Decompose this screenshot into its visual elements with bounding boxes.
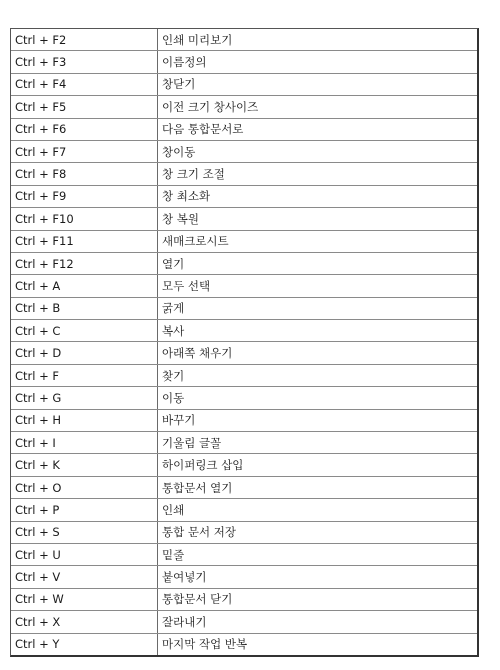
shortcut-key-cell: Ctrl + U <box>11 543 158 565</box>
shortcut-action-cell: 마지막 작업 반복 <box>162 637 248 652</box>
shortcut-action-cell: 밑줄 <box>158 543 478 565</box>
shortcut-row <box>11 409 477 431</box>
shortcut-action-cell: 통합 문서 저장 <box>158 521 478 543</box>
shortcut-action-cell: 창이동 <box>158 140 478 162</box>
shortcut-action-cell: 이전 크기 창사이즈 <box>158 96 478 118</box>
shortcut-action-cell: 창 크기 조절 <box>158 163 478 185</box>
shortcut-row <box>11 499 477 521</box>
shortcut-key-cell: Ctrl + F2 <box>11 29 158 51</box>
shortcut-key-cell: Ctrl + F4 <box>11 73 158 95</box>
shortcut-row <box>11 588 477 610</box>
shortcut-action-cell: 새매크로시트 <box>158 230 478 252</box>
shortcut-key-cell: Ctrl + F11 <box>11 230 158 252</box>
shortcut-action-cell: 붙여넣기 <box>158 566 478 588</box>
shortcut-action-cell: 통합문서 열기 <box>158 476 478 498</box>
shortcut-key-cell: Ctrl + F6 <box>11 118 158 140</box>
shortcut-action-cell: 복사 <box>158 320 478 342</box>
shortcut-row <box>11 521 477 543</box>
shortcut-action-cell: 창닫기 <box>158 73 478 95</box>
shortcut-row <box>11 543 477 565</box>
shortcut-row <box>11 476 477 498</box>
shortcut-key-cell: Ctrl + X <box>11 611 158 633</box>
shortcut-key-cell: Ctrl + B <box>11 297 158 319</box>
shortcut-table-body <box>11 29 477 655</box>
shortcut-row <box>11 364 477 386</box>
shortcut-action-cell: 찾기 <box>158 364 478 386</box>
shortcut-key-cell: Ctrl + G <box>11 387 158 409</box>
shortcut-action-cell: 창 최소화 <box>158 185 478 207</box>
shortcut-key-cell: Ctrl + F <box>11 364 158 386</box>
shortcut-row <box>11 320 477 342</box>
shortcut-action-cell: 인쇄 미리보기 <box>158 29 478 51</box>
shortcut-row <box>11 297 477 319</box>
shortcut-key-cell: Ctrl + F12 <box>11 252 158 274</box>
shortcut-row <box>11 633 477 655</box>
shortcut-key-cell: Ctrl + Y <box>11 633 158 655</box>
shortcut-table <box>11 29 477 655</box>
shortcut-row <box>11 73 477 95</box>
shortcut-key-cell: Ctrl + K <box>11 454 158 476</box>
shortcut-action-cell: 아래쪽 채우기 <box>158 342 478 364</box>
shortcut-key-cell: Ctrl + P <box>11 499 158 521</box>
shortcut-action-cell: 이름정의 <box>158 51 478 73</box>
shortcut-key-cell: Ctrl + F3 <box>11 51 158 73</box>
shortcut-key-cell: Ctrl + F5 <box>11 96 158 118</box>
shortcut-action-cell: 잘라내기 <box>158 611 478 633</box>
shortcut-action-cell: 열기 <box>158 252 478 274</box>
shortcut-action-cell: 통합문서 닫기 <box>158 588 478 610</box>
shortcut-key-cell: Ctrl + F10 <box>11 208 158 230</box>
shortcut-row <box>11 29 477 51</box>
shortcut-row <box>11 342 477 364</box>
shortcut-row <box>11 252 477 274</box>
shortcut-row <box>11 96 477 118</box>
shortcut-row <box>11 432 477 454</box>
shortcut-table-frame <box>10 28 479 657</box>
shortcut-action-cell: 하이퍼링크 삽입 <box>158 454 478 476</box>
shortcut-action-cell: 기울림 글꼴 <box>158 432 478 454</box>
shortcut-action-cell: 바꾸기 <box>158 409 478 431</box>
shortcut-row <box>11 208 477 230</box>
shortcut-row <box>11 275 477 297</box>
shortcut-row <box>11 185 477 207</box>
shortcut-row <box>11 454 477 476</box>
shortcut-action-cell: 굵게 <box>158 297 478 319</box>
shortcut-row <box>11 140 477 162</box>
shortcut-key-cell: Ctrl + H <box>11 409 158 431</box>
shortcut-action-cell: 다음 통합문서로 <box>158 118 478 140</box>
shortcut-key-cell: Ctrl + V <box>11 566 158 588</box>
shortcut-key-cell: Ctrl + C <box>11 320 158 342</box>
shortcut-action-cell: 모두 선택 <box>158 275 478 297</box>
shortcut-row <box>11 387 477 409</box>
shortcut-row <box>11 611 477 633</box>
shortcut-key-cell: Ctrl + O <box>11 476 158 498</box>
shortcut-key-cell: Ctrl + A <box>11 275 158 297</box>
shortcut-key-cell: Ctrl + W <box>11 588 158 610</box>
shortcut-row <box>11 566 477 588</box>
shortcut-key-cell: Ctrl + D <box>11 342 158 364</box>
shortcut-row <box>11 163 477 185</box>
shortcut-row <box>11 51 477 73</box>
shortcut-key-cell: Ctrl + S <box>11 521 158 543</box>
shortcut-row <box>11 230 477 252</box>
shortcut-key-cell: Ctrl + I <box>11 432 158 454</box>
shortcut-action-cell: 인쇄 <box>158 499 478 521</box>
shortcut-key-cell: Ctrl + F7 <box>11 140 158 162</box>
shortcut-key-cell: Ctrl + F9 <box>11 185 158 207</box>
shortcut-row <box>11 118 477 140</box>
shortcut-key-cell: Ctrl + F8 <box>11 163 158 185</box>
shortcut-action-cell: 이동 <box>158 387 478 409</box>
shortcut-action-cell: 창 복원 <box>158 208 478 230</box>
